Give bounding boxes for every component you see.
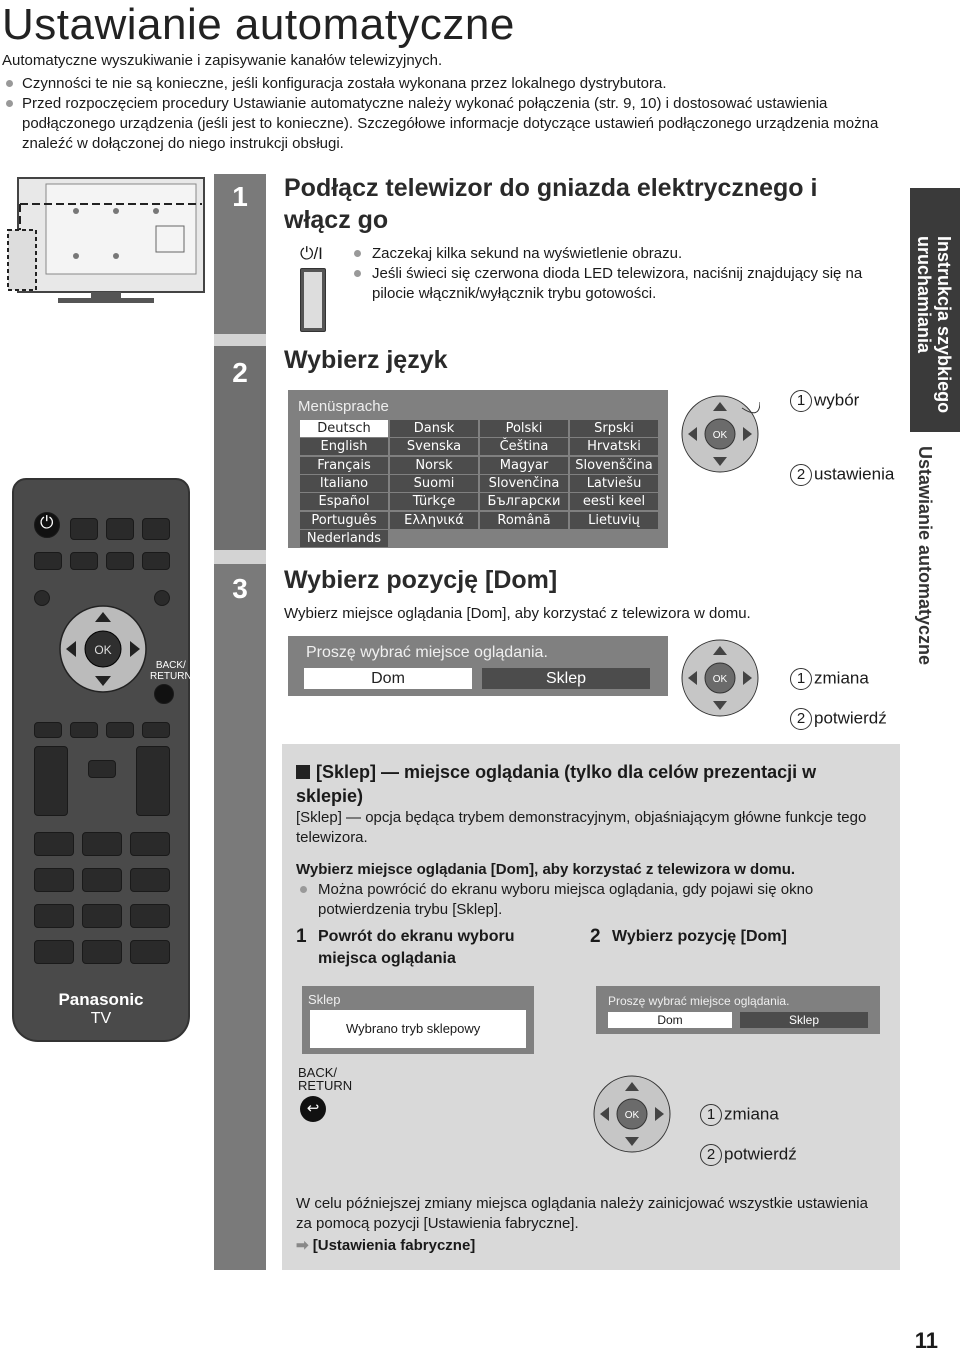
dpad-icon xyxy=(680,394,760,474)
channel-rocker[interactable] xyxy=(136,746,170,816)
language-option[interactable]: Español xyxy=(300,493,388,510)
side-tab-dark-text: Instrukcja szybkiego uruchamiania xyxy=(914,236,954,414)
remote-button[interactable] xyxy=(34,722,62,738)
remote-button[interactable] xyxy=(70,722,98,738)
language-option[interactable]: Latviešu xyxy=(570,475,658,492)
circle-2-icon: 2 xyxy=(790,464,812,486)
remote-button[interactable] xyxy=(106,722,134,738)
remote-button[interactable] xyxy=(106,552,134,570)
nav-confirm-label: 2 ustawienia xyxy=(790,464,894,486)
svg-text:OK: OK xyxy=(712,430,728,441)
place-select-box-small xyxy=(596,986,880,1034)
remote-button[interactable] xyxy=(130,940,170,964)
back-return-label: BACK/ RETURN xyxy=(298,1065,353,1093)
remote-button[interactable] xyxy=(130,868,170,892)
language-option[interactable]: Srpski xyxy=(570,420,658,437)
option-home-small[interactable]: Dom xyxy=(608,1012,732,1028)
nav-confirm-label: 2 potwierdź xyxy=(700,1144,797,1166)
power-switch xyxy=(300,268,326,332)
language-option[interactable]: Slovenčina xyxy=(480,475,568,492)
side-tab-light-text: Ustawianie automatyczne xyxy=(915,446,935,666)
shop-mode-box xyxy=(302,986,534,1054)
language-option[interactable]: Français xyxy=(300,457,388,474)
shop-substep-1: 1 Powrót do ekranu wyboru miejsca oglądania xyxy=(296,926,515,967)
language-option[interactable]: Dansk xyxy=(390,420,478,437)
option-shop-small[interactable]: Sklep xyxy=(740,1012,868,1028)
shop-bullet: Można powrócić do ekranu wyboru miejsca oglądania, gdy pojawi się okno potwierdzenia trybu [Sklep]. xyxy=(296,880,876,920)
svg-text:OK: OK xyxy=(94,643,112,657)
page-title: Ustawianie automatyczne xyxy=(2,0,515,49)
circle-2-icon: 2 xyxy=(700,1144,722,1166)
step-1-bullets xyxy=(352,244,882,304)
square-bullet-icon xyxy=(296,765,310,779)
remote-button[interactable] xyxy=(34,552,62,570)
brand-logo: Panasonic xyxy=(58,990,144,1009)
step-3-title: Wybierz pozycję [Dom] xyxy=(284,566,558,594)
language-option[interactable]: Deutsch xyxy=(300,420,388,437)
language-menu xyxy=(288,390,668,548)
option-home[interactable]: Dom xyxy=(304,668,472,689)
shop-bold-text: Wybierz miejsce oglądania [Dom], aby korzystać z telewizora w domu. xyxy=(296,861,796,878)
language-option[interactable]: Suomi xyxy=(390,475,478,492)
remote-button[interactable] xyxy=(34,904,74,928)
shop-mode-header: Sklep xyxy=(308,992,341,1007)
remote-button[interactable] xyxy=(34,832,74,856)
language-option[interactable]: Português xyxy=(300,512,388,529)
remote-button[interactable] xyxy=(142,552,170,570)
step-3-text: Wybierz miejsce oglądania [Dom], aby korzystać z telewizora w domu. xyxy=(284,605,751,622)
language-option[interactable]: Ελληνικά xyxy=(390,512,478,529)
intro-bullet-1: Czynności te nie są konieczne, jeśli konfiguracja została wykonana przez lokalnego dystrybutora. xyxy=(2,74,882,94)
circle-1-icon: 1 xyxy=(790,390,812,412)
language-menu-header: Menüsprache xyxy=(298,398,389,415)
remote-button[interactable] xyxy=(88,760,116,778)
circle-1-icon: 1 xyxy=(790,668,812,690)
intro-text: Automatyczne wyszukiwanie i zapisywanie kanałów telewizyjnych. xyxy=(2,52,443,69)
power-symbol: ⏻/I xyxy=(300,244,323,263)
shop-heading: [Sklep] — miejsce oglądania (tylko dla celów prezentacji w sklepie) xyxy=(296,762,817,806)
language-option[interactable]: Български xyxy=(480,493,568,510)
shop-description: [Sklep] — opcja będąca trybem demonstracyjnym, objaśniającym główne funkcje tego telewizora. xyxy=(296,809,867,846)
intro-bullet-2: Przed rozpoczęciem procedury Ustawianie automatyczne należy wykonać połączenia (str. 9, 10) i dostosować ustawienia podłączonego urządzenia (jeśli jest to konieczne). Szczegółowe informacje dotyczące ustawień podłączonego urządzenia można znaleźć w dołączonej do niego instrukcji obsługi. xyxy=(2,94,882,154)
svg-text:OK: OK xyxy=(624,1110,640,1121)
language-option[interactable]: Polski xyxy=(480,420,568,437)
remote-button[interactable] xyxy=(34,868,74,892)
step-number-1: 1 xyxy=(214,174,266,334)
remote-button[interactable] xyxy=(130,904,170,928)
language-option[interactable]: Italiano xyxy=(300,475,388,492)
language-option[interactable]: Svenska xyxy=(390,438,478,455)
step-1-bullet-2: Jeśli świeci się czerwona dioda LED telewizora, naciśnij znajdujący się na pilocie włącznik/wyłącznik trybu gotowości. xyxy=(352,264,882,304)
language-option[interactable]: Lietuvių xyxy=(570,512,658,529)
remote-button[interactable] xyxy=(130,832,170,856)
tv-rear-illustration xyxy=(6,176,212,306)
remote-button[interactable] xyxy=(34,590,50,606)
remote-button[interactable] xyxy=(70,518,98,540)
dpad-icon xyxy=(592,1074,672,1154)
remote-button[interactable] xyxy=(82,868,122,892)
step-column xyxy=(214,174,266,1270)
remote-button[interactable] xyxy=(142,722,170,738)
step-number-2: 2 xyxy=(214,346,266,550)
volume-rocker[interactable] xyxy=(34,746,68,816)
shop-substep-2: 2 Wybierz pozycję [Dom] xyxy=(590,926,787,947)
back-return-label: BACK/ RETURN xyxy=(150,660,192,682)
remote-button[interactable] xyxy=(82,832,122,856)
place-select-header-small: Proszę wybrać miejsce oglądania. xyxy=(608,994,790,1008)
remote-control xyxy=(12,478,190,1042)
arrow-right-icon: ➡ xyxy=(296,1237,309,1254)
nav-change-label: 1 zmiana xyxy=(790,668,869,690)
nav-confirm-label: 2 potwierdź xyxy=(790,708,887,730)
footer-note: W celu późniejszej zmiany miejsca oglądania należy zainicjować wszystkie ustawienia za pomocą pozycji [Ustawienia fabryczne]. xyxy=(296,1195,868,1232)
nav-change-label: 1 zmiana xyxy=(700,1104,779,1126)
dpad[interactable] xyxy=(58,604,148,694)
intro-bullets xyxy=(2,74,882,154)
step-2-title: Wybierz język xyxy=(284,346,448,374)
circle-2-icon: 2 xyxy=(790,708,812,730)
step-1-bullet-1: Zaczekaj kilka sekund na wyświetlenie obrazu. xyxy=(352,244,882,264)
remote-button[interactable] xyxy=(82,904,122,928)
place-select-box xyxy=(288,636,668,696)
language-option[interactable]: Türkçe xyxy=(390,493,478,510)
option-shop[interactable]: Sklep xyxy=(482,668,650,689)
language-option[interactable]: Slovenščina xyxy=(570,457,658,474)
language-option[interactable]: Magyar xyxy=(480,457,568,474)
dpad-icon xyxy=(680,638,760,718)
language-option[interactable]: Nederlands xyxy=(300,530,388,547)
svg-text:OK: OK xyxy=(712,674,728,685)
remote-button[interactable] xyxy=(106,518,134,540)
power-switch-illustration xyxy=(300,244,326,332)
language-option[interactable]: Română xyxy=(480,512,568,529)
page-number: 11 xyxy=(914,1328,938,1353)
shop-mode-message: Wybrano tryb sklepowy xyxy=(310,1010,526,1048)
step-number-3: 3 xyxy=(214,564,266,1270)
remote-button[interactable] xyxy=(70,552,98,570)
nav-select-label: 1 wybór xyxy=(790,390,859,412)
tv-label: TV xyxy=(90,1010,112,1027)
remote-button[interactable] xyxy=(34,940,74,964)
power-icon: ⏻ xyxy=(40,513,54,532)
language-option[interactable]: Čeština xyxy=(480,438,568,455)
remote-button[interactable] xyxy=(82,940,122,964)
remote-button[interactable] xyxy=(142,518,170,540)
place-select-header: Proszę wybrać miejsce oglądania. xyxy=(306,644,548,661)
language-option[interactable]: Hrvatski xyxy=(570,438,658,455)
step-1-title: Podłącz telewizor do gniazda elektrycznego i włącz go xyxy=(284,174,818,234)
circle-1-icon: 1 xyxy=(700,1104,722,1126)
language-option[interactable]: Norsk xyxy=(390,457,478,474)
back-return-button[interactable] xyxy=(154,684,174,704)
back-return-button[interactable]: ↩ xyxy=(300,1096,326,1122)
remote-button[interactable] xyxy=(154,590,170,606)
language-option[interactable]: eesti keel xyxy=(570,493,658,510)
language-option[interactable]: English xyxy=(300,438,388,455)
factory-reset-link[interactable]: ➡ [Ustawienia fabryczne] xyxy=(296,1237,476,1254)
